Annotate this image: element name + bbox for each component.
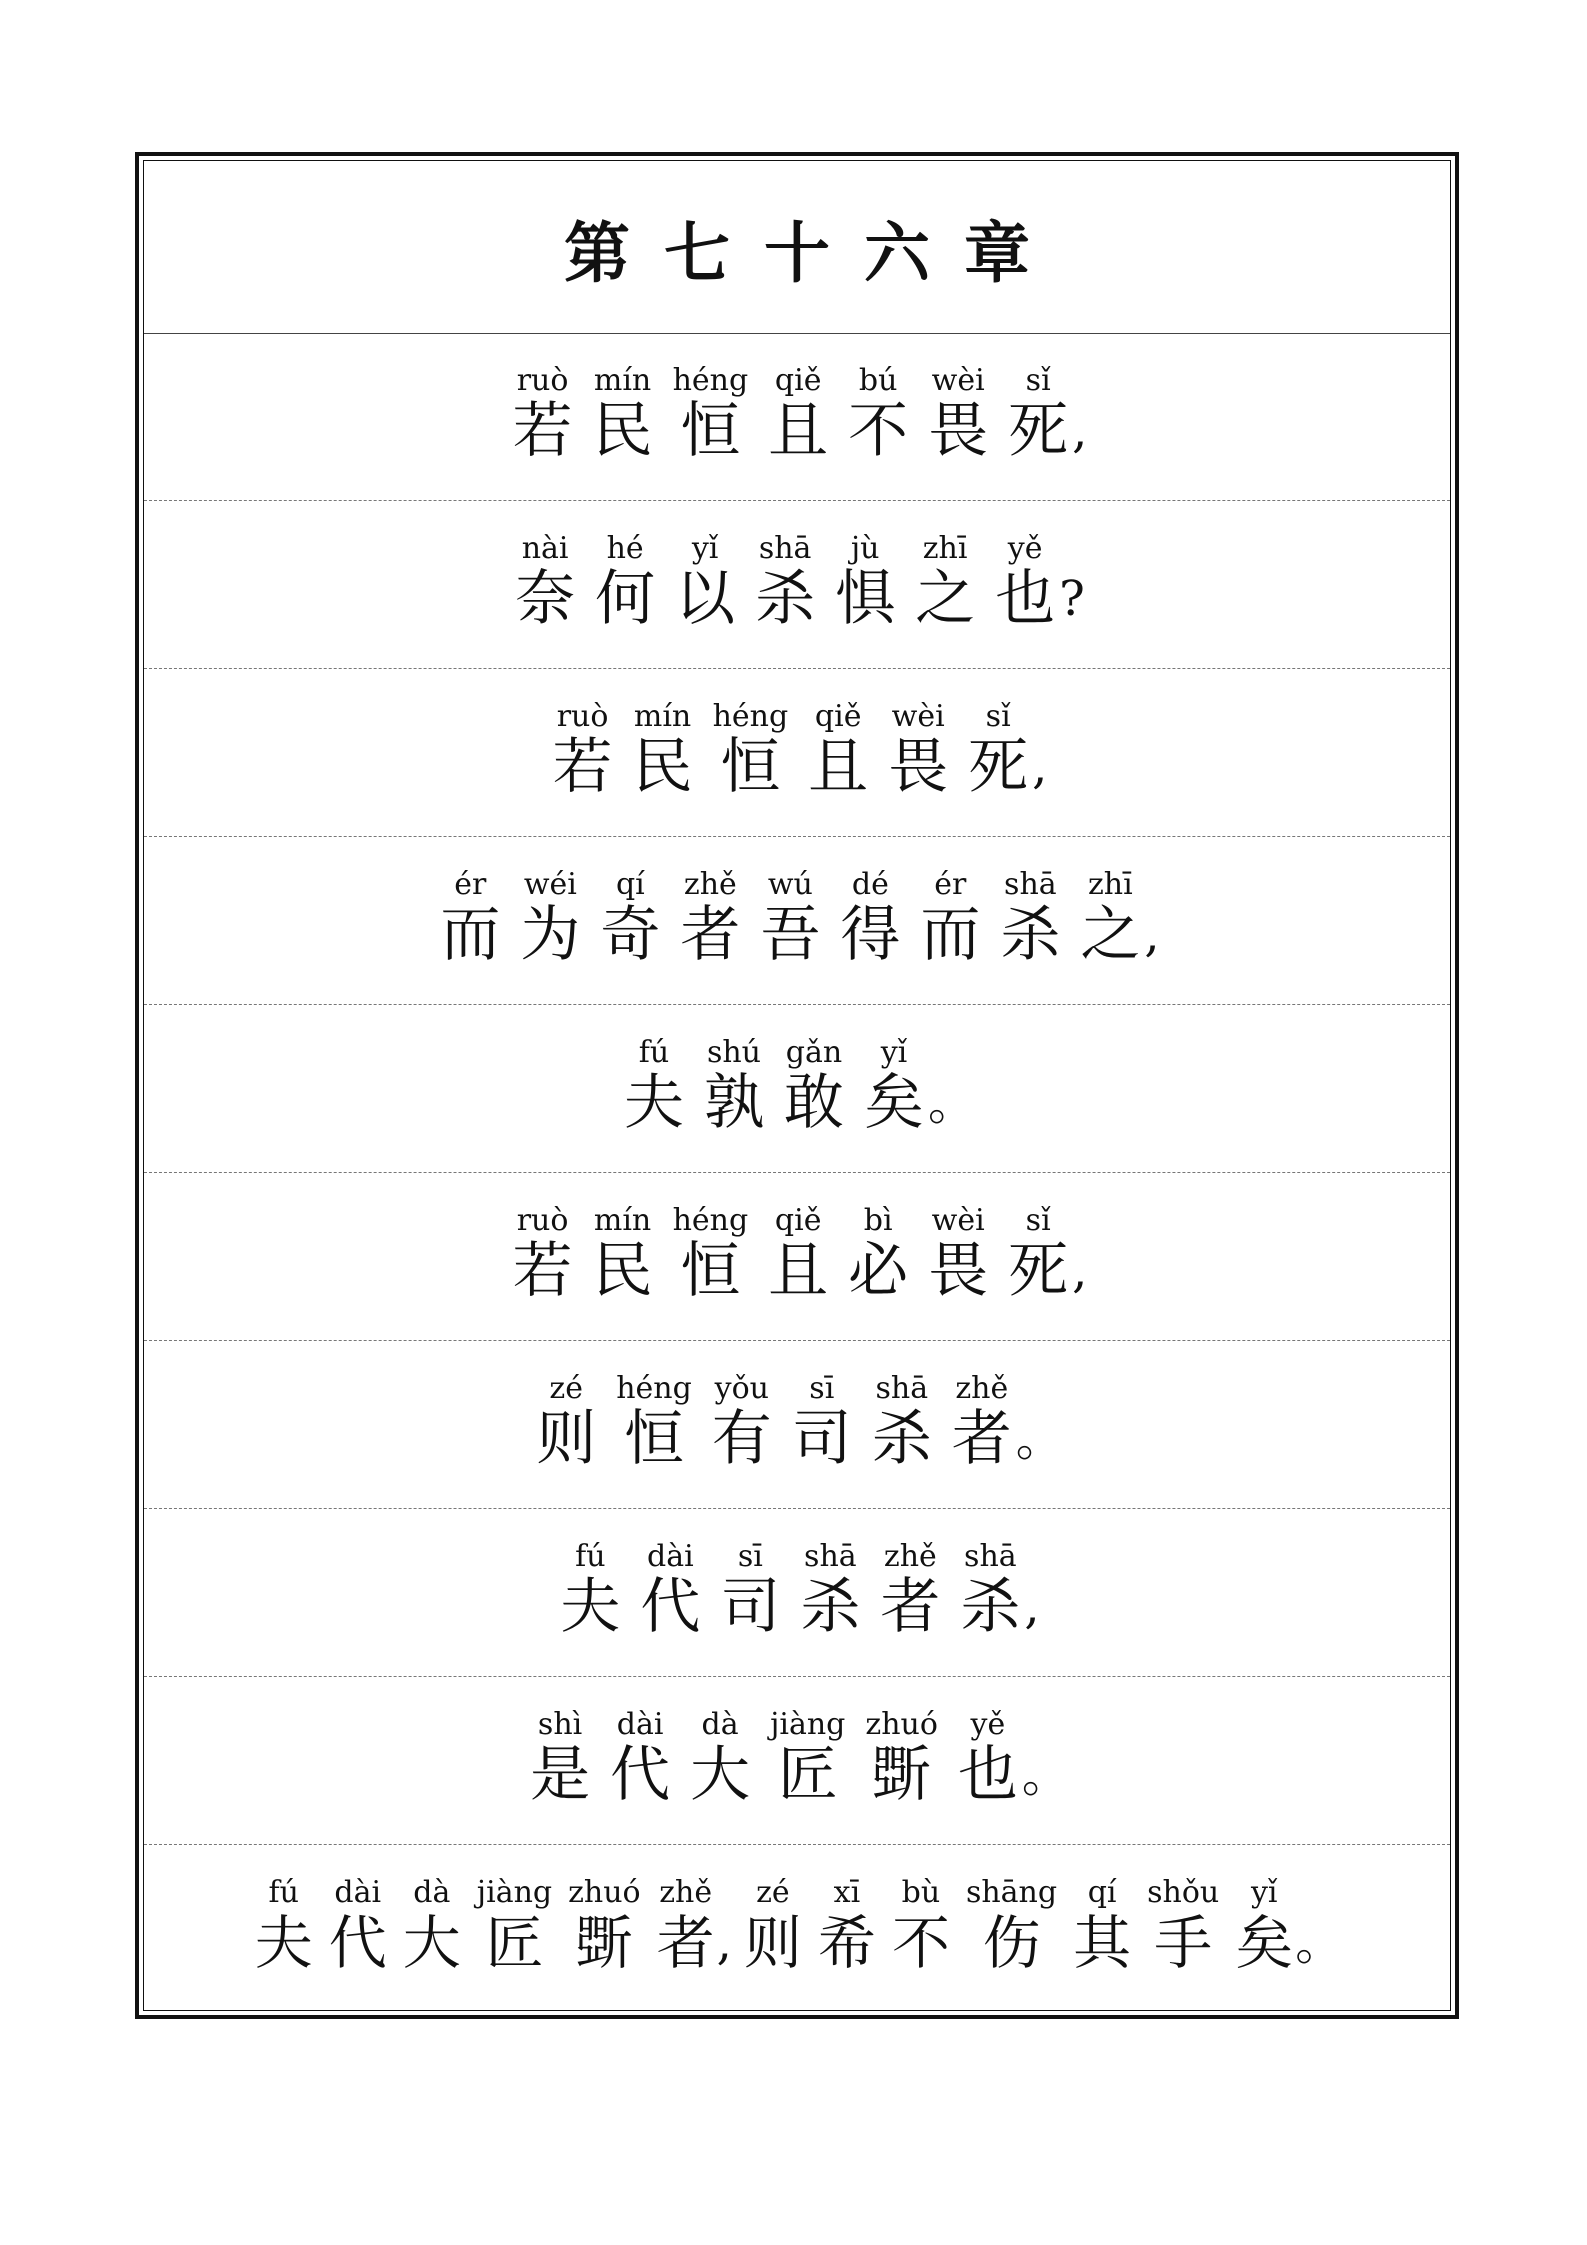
syllable [920, 867, 981, 970]
pinyin: bú [858, 363, 898, 398]
hanzi: 恒 [720, 732, 781, 802]
syllable [957, 1707, 1018, 1810]
syllable [515, 531, 576, 634]
pinyin: yě [970, 1707, 1006, 1742]
syllable [255, 1875, 313, 1975]
hanzi: 夫 [254, 1909, 313, 1977]
syllable [840, 867, 901, 970]
pinyin: shā [875, 1371, 929, 1406]
syllable [915, 531, 976, 634]
verse-row [144, 1677, 1450, 1845]
pinyin: gǎn [785, 1035, 843, 1070]
syllable [928, 363, 989, 466]
hanzi: 者 [951, 1404, 1012, 1474]
syllable [835, 531, 896, 634]
line-end-punctuation: , [1072, 403, 1088, 459]
title-char: 十 [764, 213, 830, 292]
hanzi: 且 [808, 732, 869, 802]
syllable [818, 1875, 876, 1975]
pinyin: shǒu [1147, 1875, 1220, 1910]
hanzi: 者 [680, 900, 741, 970]
syllable [783, 1035, 844, 1138]
pinyin: sī [809, 1371, 835, 1406]
pinyin: qí [615, 867, 645, 902]
syllable [880, 1539, 941, 1642]
hanzi: 矣 [1235, 1909, 1294, 1977]
syllable [720, 1539, 781, 1642]
hanzi: 不 [891, 1909, 950, 1977]
hanzi: 是 [530, 1740, 591, 1810]
hanzi: 夫 [623, 1068, 684, 1138]
hanzi: 司 [720, 1572, 781, 1642]
hanzi: 者 [656, 1909, 715, 1977]
pinyin: héng [712, 699, 789, 734]
syllable [520, 867, 581, 970]
syllable [600, 867, 661, 970]
pinyin: bì [863, 1203, 893, 1238]
syllable [568, 1875, 641, 1975]
verse-row [144, 1005, 1450, 1173]
pinyin: ruò [556, 699, 609, 734]
line-end-punctuation: , [1144, 907, 1160, 963]
verse-line [144, 1875, 1450, 1975]
pinyin: bù [901, 1875, 941, 1910]
pinyin: zhě [883, 1539, 937, 1574]
line-end-punctuation: 。 [927, 1075, 976, 1131]
hanzi: 而 [920, 900, 981, 970]
hanzi: 吾 [760, 900, 821, 970]
pinyin: sī [737, 1539, 763, 1574]
syllable [610, 1707, 671, 1810]
hanzi: 惧 [835, 564, 896, 634]
syllable [530, 1707, 591, 1810]
title-char: 六 [864, 213, 930, 292]
pinyin: shā [1004, 867, 1057, 902]
hanzi: 匠 [485, 1909, 544, 1977]
hanzi: 伤 [982, 1909, 1041, 1977]
pinyin: jiàng [476, 1875, 553, 1910]
syllable [592, 363, 653, 466]
verse-row [144, 501, 1450, 669]
pinyin: jù [850, 531, 880, 566]
hanzi: 代 [328, 1909, 387, 1977]
syllable [968, 699, 1029, 802]
verse-row [144, 333, 1450, 501]
pinyin: mín [593, 1203, 652, 1238]
syllable [512, 1203, 573, 1306]
syllable [995, 531, 1056, 634]
hanzi: 其 [1073, 1909, 1132, 1977]
hanzi: 恒 [680, 1236, 741, 1306]
pinyin: mín [593, 363, 652, 398]
hanzi: 斲 [575, 1909, 634, 1977]
syllable [951, 1371, 1012, 1474]
syllable [477, 1875, 552, 1975]
pinyin: shā [804, 1539, 857, 1574]
hanzi: 若 [512, 1236, 573, 1306]
hanzi: 之 [915, 564, 976, 634]
syllable [680, 867, 741, 970]
pinyin: dài [647, 1539, 694, 1574]
hanzi: 有 [711, 1404, 772, 1474]
pinyin: hé [606, 531, 644, 566]
title-char: 七 [664, 213, 730, 292]
hanzi: 手 [1154, 1909, 1213, 1977]
syllable [1147, 1875, 1219, 1975]
pinyin: xī [833, 1875, 861, 1910]
line-end-punctuation: 。 [1295, 1915, 1344, 1971]
hanzi: 恒 [680, 396, 741, 466]
syllable [657, 1875, 715, 1975]
pinyin: zhuó [865, 1707, 938, 1742]
hanzi: 且 [768, 396, 829, 466]
hanzi: 斲 [871, 1740, 932, 1810]
hanzi: 畏 [928, 396, 989, 466]
syllable [672, 1203, 749, 1306]
syllable [329, 1875, 387, 1975]
syllable [865, 1707, 938, 1810]
pinyin: fú [268, 1875, 299, 1910]
syllable [1008, 363, 1069, 466]
verse-row [144, 1509, 1450, 1677]
syllable [1235, 1875, 1293, 1975]
pinyin: yǒu [714, 1371, 769, 1406]
verse-line [144, 1707, 1450, 1810]
hanzi: 而 [440, 900, 501, 970]
hanzi: 大 [690, 1740, 751, 1810]
syllable [863, 1035, 924, 1138]
pinyin: fú [575, 1539, 606, 1574]
hanzi: 也 [957, 1740, 1018, 1810]
verse-line [144, 531, 1450, 634]
hanzi: 必 [848, 1236, 909, 1306]
hanzi: 何 [595, 564, 656, 634]
line-end-punctuation: 。 [1015, 1411, 1064, 1467]
punctuation: , [716, 1915, 732, 1971]
syllable [623, 1035, 684, 1138]
hanzi: 代 [610, 1740, 671, 1810]
syllable [512, 363, 573, 466]
syllable [871, 1371, 932, 1474]
line-end-punctuation: 。 [1021, 1747, 1070, 1803]
hanzi: 夫 [560, 1572, 621, 1642]
pinyin: héng [672, 1203, 749, 1238]
hanzi: 恒 [623, 1404, 684, 1474]
syllable [1008, 1203, 1069, 1306]
pinyin: mín [633, 699, 692, 734]
hanzi: 司 [791, 1404, 852, 1474]
hanzi: 不 [848, 396, 909, 466]
syllable [440, 867, 501, 970]
chapter-title [144, 161, 1450, 334]
hanzi: 死 [968, 732, 1029, 802]
syllable [592, 1203, 653, 1306]
syllable [595, 531, 656, 634]
syllable [760, 867, 821, 970]
hanzi: 敢 [783, 1068, 844, 1138]
pinyin: zé [549, 1371, 583, 1406]
syllable [703, 1035, 764, 1138]
syllable [632, 699, 693, 802]
line-end-punctuation: , [1024, 1579, 1040, 1635]
verse-line [144, 1539, 1450, 1642]
verse-line [144, 1203, 1450, 1306]
pinyin: shā [964, 1539, 1017, 1574]
syllable [768, 1203, 829, 1306]
pinyin: sǐ [985, 699, 1011, 734]
hanzi: 民 [632, 732, 693, 802]
pinyin: yě [1007, 531, 1043, 566]
syllable [1000, 867, 1061, 970]
syllable [690, 1707, 751, 1810]
syllable [808, 699, 869, 802]
syllable [755, 531, 816, 634]
syllable [552, 699, 613, 802]
pinyin: zhī [1087, 867, 1133, 902]
hanzi: 畏 [888, 732, 949, 802]
syllable [640, 1539, 701, 1642]
hanzi: 得 [840, 900, 901, 970]
pinyin: wèi [931, 1203, 985, 1238]
pinyin: zhě [683, 867, 737, 902]
pinyin: shā [758, 531, 812, 566]
hanzi: 杀 [1000, 900, 1061, 970]
hanzi: 也 [995, 564, 1056, 634]
page-inner-border [143, 160, 1451, 2011]
hanzi: 死 [1008, 1236, 1069, 1306]
pinyin: zhī [922, 531, 968, 566]
syllable [675, 531, 736, 634]
verse-row [144, 1341, 1450, 1509]
pinyin: dà [701, 1707, 739, 1742]
pinyin: ér [934, 867, 967, 902]
pinyin: qí [1087, 1875, 1117, 1910]
verse-row [144, 669, 1450, 837]
pinyin: ruò [516, 1203, 569, 1238]
hanzi: 代 [640, 1572, 701, 1642]
syllable [536, 1371, 597, 1474]
line-end-punctuation: ? [1059, 571, 1085, 627]
page-frame [135, 152, 1459, 2019]
hanzi: 且 [768, 1236, 829, 1306]
pinyin: dé [851, 867, 889, 902]
syllable [892, 1875, 950, 1975]
syllable [966, 1875, 1057, 1975]
hanzi: 杀 [960, 1572, 1021, 1642]
pinyin: yǐ [691, 531, 719, 566]
pinyin: dài [334, 1875, 382, 1910]
syllable [791, 1371, 852, 1474]
syllable [800, 1539, 861, 1642]
pinyin: yǐ [1250, 1875, 1278, 1910]
syllable [711, 1371, 772, 1474]
verse-line [144, 867, 1450, 970]
hanzi: 奇 [600, 900, 661, 970]
hanzi: 民 [592, 396, 653, 466]
hanzi: 杀 [800, 1572, 861, 1642]
syllable [712, 699, 789, 802]
hanzi: 以 [675, 564, 736, 634]
hanzi: 杀 [871, 1404, 932, 1474]
pinyin: wèi [891, 699, 945, 734]
pinyin: shú [706, 1035, 761, 1070]
pinyin: wèi [931, 363, 985, 398]
pinyin: dài [616, 1707, 664, 1742]
line-end-punctuation: , [1072, 1243, 1088, 1299]
pinyin: héng [616, 1371, 692, 1406]
syllable [1080, 867, 1141, 970]
verse-row [144, 1173, 1450, 1341]
pinyin: zhě [955, 1371, 1009, 1406]
pinyin: shāng [965, 1875, 1058, 1910]
hanzi: 希 [817, 1909, 876, 1977]
hanzi: 民 [592, 1236, 653, 1306]
syllable [888, 699, 949, 802]
pinyin: dà [413, 1875, 451, 1910]
verse-line [144, 1371, 1450, 1474]
syllable [960, 1539, 1021, 1642]
hanzi: 之 [1080, 900, 1141, 970]
verse-line [144, 363, 1450, 466]
hanzi: 若 [512, 396, 573, 466]
syllable [672, 363, 749, 466]
pinyin: zé [756, 1875, 790, 1910]
pinyin: sǐ [1025, 1203, 1051, 1238]
pinyin: yǐ [880, 1035, 908, 1070]
hanzi: 则 [536, 1404, 597, 1474]
syllable [560, 1539, 621, 1642]
syllable [848, 1203, 909, 1306]
hanzi: 若 [552, 732, 613, 802]
pinyin: qiě [814, 699, 862, 734]
hanzi: 则 [743, 1909, 802, 1977]
syllable [928, 1203, 989, 1306]
syllable [744, 1875, 802, 1975]
pinyin: wéi [523, 867, 577, 902]
pinyin: zhě [659, 1875, 713, 1910]
pinyin: shì [537, 1707, 583, 1742]
pinyin: wú [767, 867, 813, 902]
pinyin: zhuó [568, 1875, 641, 1910]
syllable [1073, 1875, 1131, 1975]
pinyin: qiě [774, 1203, 822, 1238]
pinyin: ruò [516, 363, 569, 398]
verse-row [144, 837, 1450, 1005]
verse-line [144, 699, 1450, 802]
syllable [616, 1371, 692, 1474]
hanzi: 杀 [755, 564, 816, 634]
pinyin: sǐ [1025, 363, 1051, 398]
title-char: 第 [564, 213, 630, 292]
hanzi: 奈 [515, 564, 576, 634]
verse-row [144, 1845, 1450, 2013]
pinyin: ér [454, 867, 487, 902]
hanzi: 者 [880, 1572, 941, 1642]
hanzi: 匠 [777, 1740, 838, 1810]
syllable [403, 1875, 461, 1975]
hanzi: 死 [1008, 396, 1069, 466]
syllable [848, 363, 909, 466]
hanzi: 大 [402, 1909, 461, 1977]
syllable [768, 363, 829, 466]
hanzi: 为 [520, 900, 581, 970]
pinyin: héng [672, 363, 749, 398]
hanzi: 矣 [863, 1068, 924, 1138]
verse-line [144, 1035, 1450, 1138]
title-char: 章 [964, 213, 1030, 292]
pinyin: jiàng [770, 1707, 846, 1742]
pinyin: fú [638, 1035, 670, 1070]
line-end-punctuation: , [1032, 739, 1048, 795]
pinyin: nài [521, 531, 569, 566]
hanzi: 孰 [703, 1068, 764, 1138]
hanzi: 畏 [928, 1236, 989, 1306]
syllable [770, 1707, 846, 1810]
pinyin: qiě [774, 363, 822, 398]
